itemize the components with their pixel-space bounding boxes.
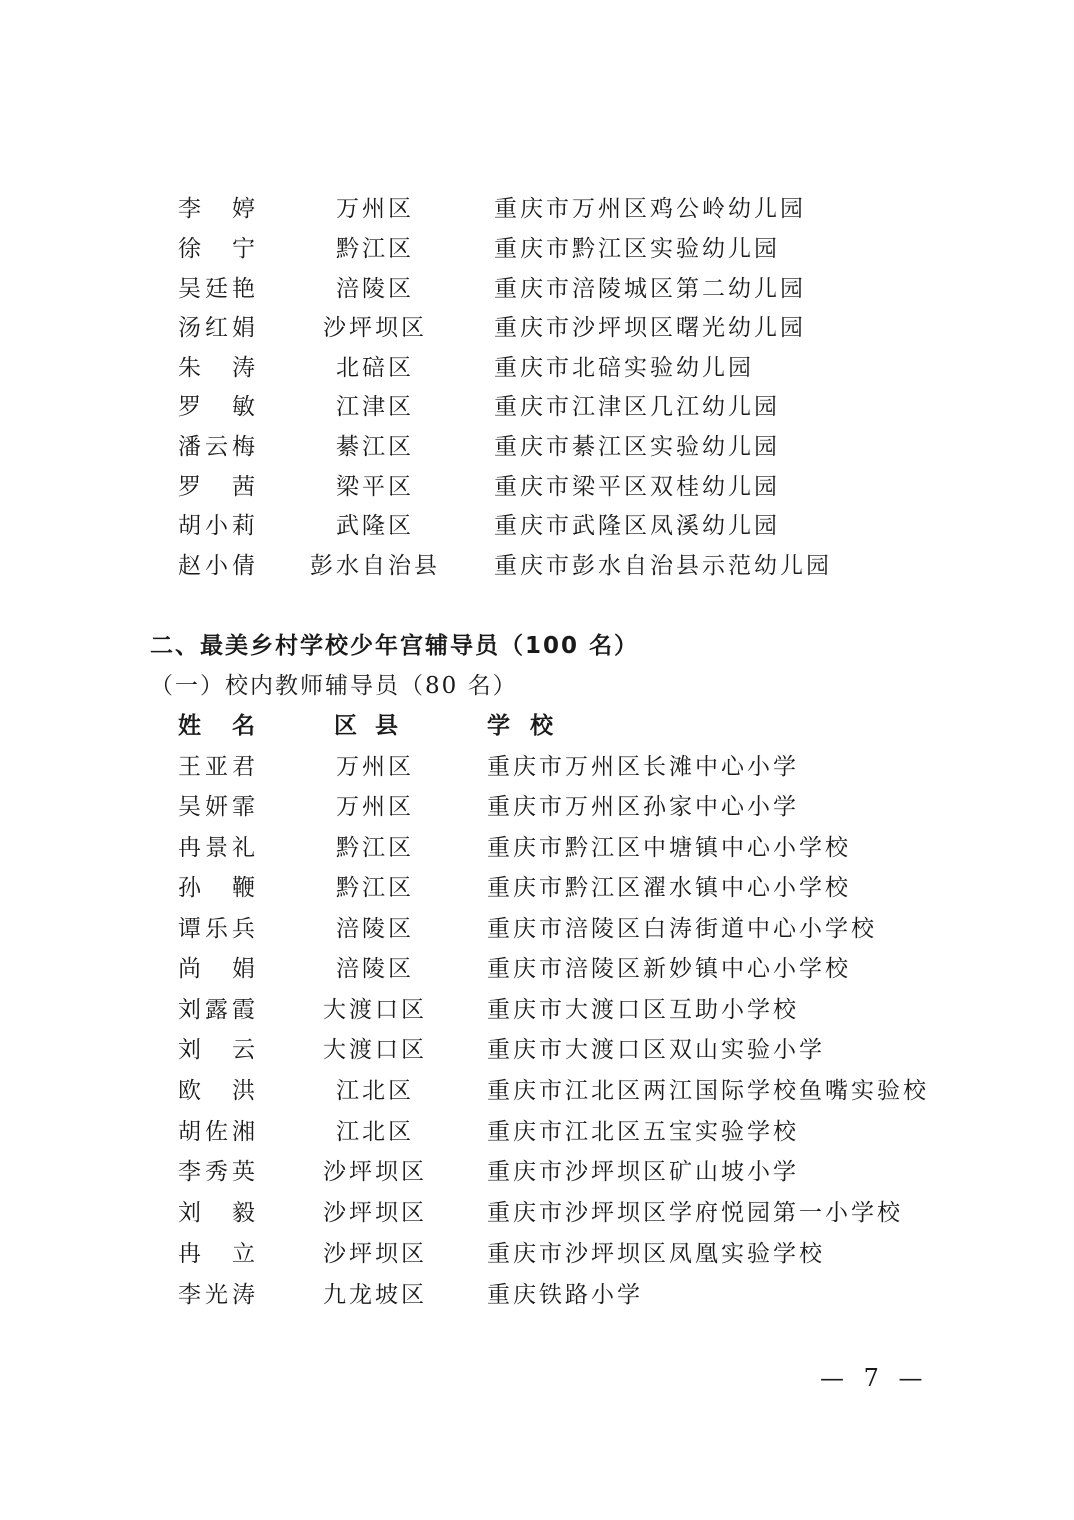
district: 江北区	[336, 1078, 414, 1104]
person-name: 尚 娟	[178, 956, 258, 982]
section-title: 二、最美乡村学校少年宫辅导员（100 名）	[150, 633, 640, 659]
school: 重庆铁路小学	[487, 1282, 643, 1308]
person-name: 冉 立	[178, 1241, 258, 1267]
district: 黔江区	[336, 875, 414, 901]
district: 綦江区	[336, 434, 414, 460]
person-name: 朱 涛	[178, 355, 258, 381]
table-row	[0, 1112, 1074, 1152]
list-item	[0, 269, 1074, 309]
person-name: 罗 敏	[178, 394, 258, 420]
table-row	[0, 828, 1074, 868]
district: 大渡口区	[323, 1037, 427, 1063]
page-number: — 7 —	[820, 1364, 929, 1392]
district: 梁平区	[336, 474, 414, 500]
table-row	[0, 787, 1074, 827]
school: 重庆市江津区几江幼儿园	[494, 394, 780, 420]
district: 涪陵区	[336, 956, 414, 982]
person-name: 李秀英	[178, 1159, 258, 1185]
person-name: 吴廷艳	[178, 276, 258, 302]
table-row	[0, 1193, 1074, 1233]
list-item	[0, 348, 1074, 388]
district: 沙坪坝区	[323, 1200, 427, 1226]
school: 重庆市万州区长滩中心小学	[487, 754, 799, 780]
header-district: 区县	[334, 712, 416, 739]
list-item	[0, 229, 1074, 269]
table-row	[0, 990, 1074, 1030]
school: 重庆市万州区鸡公岭幼儿园	[494, 196, 806, 222]
person-name: 吴妍霏	[178, 794, 258, 820]
table-row	[0, 1071, 1074, 1111]
table-row	[0, 747, 1074, 787]
person-name: 冉景礼	[178, 835, 258, 861]
person-name: 刘露霞	[178, 997, 258, 1023]
district: 万州区	[336, 754, 414, 780]
table-row	[0, 1234, 1074, 1274]
district: 武隆区	[336, 513, 414, 539]
district: 万州区	[336, 196, 414, 222]
list-item	[0, 189, 1074, 229]
district: 黔江区	[336, 835, 414, 861]
district: 大渡口区	[323, 997, 427, 1023]
person-name: 胡佐湘	[178, 1119, 258, 1145]
table-row	[0, 949, 1074, 989]
person-name: 谭乐兵	[178, 916, 258, 942]
table-row	[0, 1030, 1074, 1070]
school: 重庆市江北区五宝实验学校	[487, 1119, 799, 1145]
table-header	[0, 706, 1074, 746]
school: 重庆市沙坪坝区学府悦园第一小学校	[487, 1200, 903, 1226]
person-name: 王亚君	[178, 754, 258, 780]
school: 重庆市万州区孙家中心小学	[487, 794, 799, 820]
person-name: 刘 云	[178, 1037, 258, 1063]
table-row	[0, 1275, 1074, 1315]
person-name: 罗 茜	[178, 474, 258, 500]
school: 重庆市沙坪坝区矿山坡小学	[487, 1159, 799, 1185]
district: 万州区	[336, 794, 414, 820]
table-row	[0, 868, 1074, 908]
list-item	[0, 308, 1074, 348]
school: 重庆市涪陵区白涛街道中心小学校	[487, 916, 877, 942]
subsection-title: （一）校内教师辅导员（80 名）	[150, 673, 518, 699]
person-name: 胡小莉	[178, 513, 258, 539]
person-name: 欧 洪	[178, 1078, 258, 1104]
person-name: 赵小倩	[178, 553, 258, 579]
header-school: 学校	[487, 712, 573, 739]
person-name: 刘 毅	[178, 1200, 258, 1226]
district: 北碚区	[336, 355, 414, 381]
district: 九龙坡区	[323, 1282, 427, 1308]
school: 重庆市涪陵区新妙镇中心小学校	[487, 956, 851, 982]
school: 重庆市梁平区双桂幼儿园	[494, 474, 780, 500]
school: 重庆市大渡口区互助小学校	[487, 997, 799, 1023]
person-name: 汤红娟	[178, 315, 258, 341]
person-name: 徐 宁	[178, 236, 258, 262]
school: 重庆市大渡口区双山实验小学	[487, 1037, 825, 1063]
person-name: 李 婷	[178, 196, 258, 222]
school: 重庆市武隆区凤溪幼儿园	[494, 513, 780, 539]
district: 江北区	[336, 1119, 414, 1145]
list-item	[0, 387, 1074, 427]
person-name: 李光涛	[178, 1282, 258, 1308]
list-item	[0, 546, 1074, 586]
district: 江津区	[336, 394, 414, 420]
district: 涪陵区	[336, 916, 414, 942]
district: 彭水自治县	[310, 553, 440, 579]
list-item	[0, 506, 1074, 546]
school: 重庆市彭水自治县示范幼儿园	[494, 553, 832, 579]
school: 重庆市沙坪坝区曙光幼儿园	[494, 315, 806, 341]
list-item	[0, 427, 1074, 467]
school: 重庆市綦江区实验幼儿园	[494, 434, 780, 460]
list-item	[0, 467, 1074, 507]
person-name: 潘云梅	[178, 434, 258, 460]
school: 重庆市涪陵城区第二幼儿园	[494, 276, 806, 302]
district: 沙坪坝区	[323, 315, 427, 341]
school: 重庆市沙坪坝区凤凰实验学校	[487, 1241, 825, 1267]
school: 重庆市黔江区实验幼儿园	[494, 236, 780, 262]
district: 涪陵区	[336, 276, 414, 302]
header-name: 姓 名	[178, 712, 258, 739]
school: 重庆市江北区两江国际学校鱼嘴实验校	[487, 1078, 929, 1104]
school: 重庆市黔江区濯水镇中心小学校	[487, 875, 851, 901]
school: 重庆市北碚实验幼儿园	[494, 355, 754, 381]
district: 沙坪坝区	[323, 1159, 427, 1185]
table-row	[0, 1152, 1074, 1192]
district: 沙坪坝区	[323, 1241, 427, 1267]
district: 黔江区	[336, 236, 414, 262]
person-name: 孙 鞭	[178, 875, 258, 901]
school: 重庆市黔江区中塘镇中心小学校	[487, 835, 851, 861]
table-row	[0, 909, 1074, 949]
